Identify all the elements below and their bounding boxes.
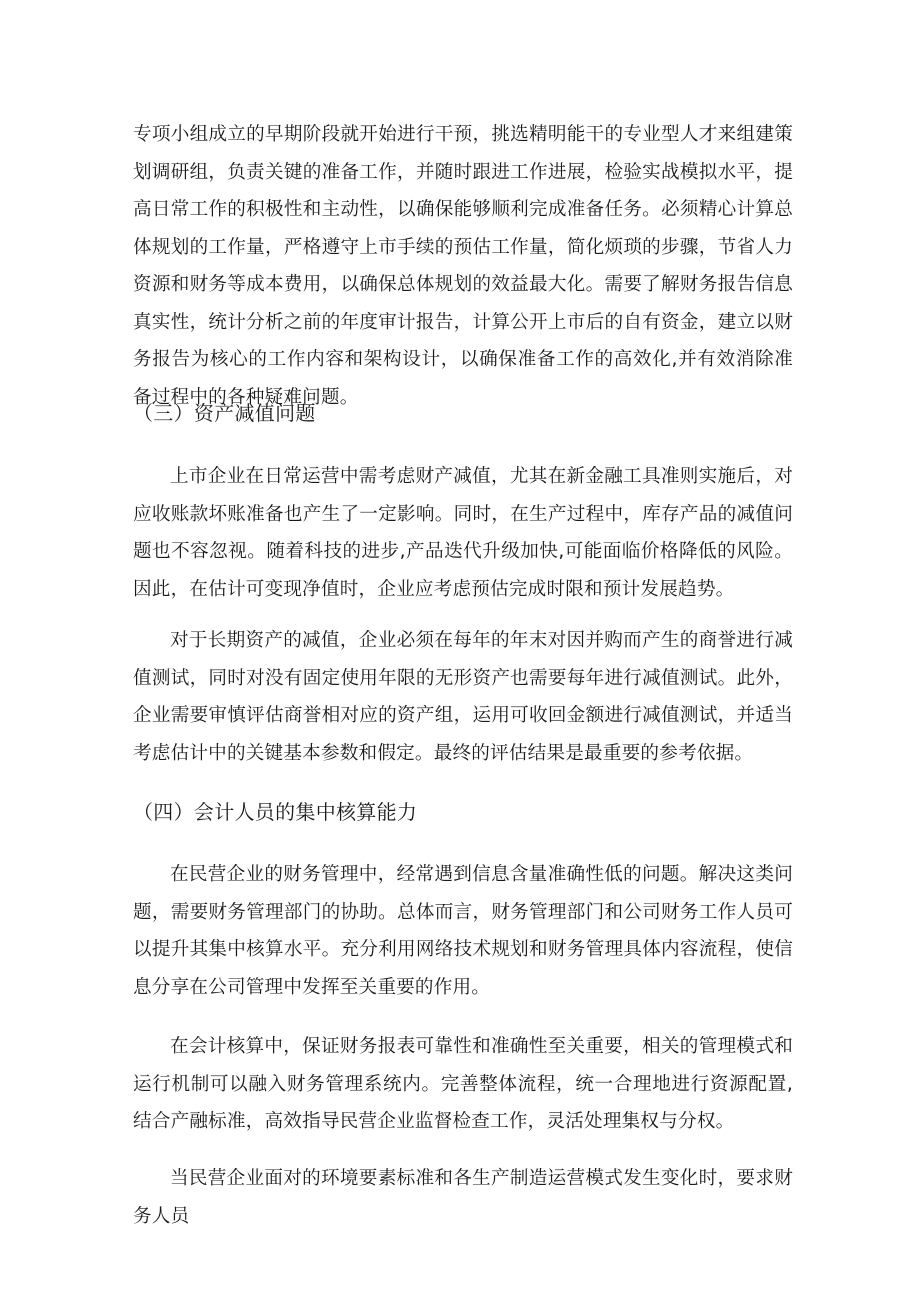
paragraph-private-enterprise-management: 在民营企业的财务管理中，经常遇到信息含量准确性低的问题。解决这类问题，需要财务管理部门的协助。总体而言，财务管理部门和公司财务工作人员可以提升其集中核算水平。充分利用网络技术规划和财务管理具体内容流程，使信息分享在公司管理中发挥至关重要的作用。 [133, 864, 793, 998]
paragraph-long-term-assets: 对于长期资产的减值，企业必须在每年的年末对因并购而产生的商誉进行减值测试，同时对没有固定使用年限的无形资产也需要每年进行减值测试。此外，企业需要审慎评估商誉相对应的资产组，运用可收回金额进行减值测试，并适当考虑估计中的关键基本参数和假定。最终的评估结果是最重要的参考依据。 [133, 630, 793, 764]
paragraph-intro: 专项小组成立的早期阶段就开始进行干预，挑选精明能干的专业型人才来组建策划调研组，负责关键的准备工作，并随时跟进工作进展，检验实战模拟水平，提高日常工作的积极性和主动性，以确保能够顺利完成准备任务。必须精心计算总体规划的工作量，严格遵守上市手续的预估工作量，简化烦琐的步骤，节省人力资源和财务等成本费用，以确保总体规划的效益最大化。需要了解财务报告信息真实性，统计分析之前的年度审计报告，计算公开上市后的自有资金，建立以财务报告为核心的工作内容和架构设计，以确保准备工作的高效化,并有效消除准备过程中的各种疑难问题。 [133, 124, 793, 408]
paragraph-impairment-operations: 上市企业在日常运营中需考虑财产减值，尤其在新金融工具准则实施后，对应收账款坏账准备也产生了一定影响。同时，在生产过程中，库存产品的减值问题也不容忽视。随着科技的进步,产品迭代升级加快,可能面临价格降低的风险。因此，在估计可变现净值时，企业应考虑预估完成时限和预计发展趋势。 [133, 466, 793, 600]
paragraph-environment-change: 当民营企业面对的环境要素标准和各生产制造运营模式发生变化时，要求财务人员 [133, 1168, 793, 1227]
section-heading-asset-impairment: （三）资产减值问题 [133, 401, 316, 425]
paragraph-accounting-reliability: 在会计核算中，保证财务报表可靠性和准确性至关重要，相关的管理模式和运行机制可以融入财务管理系统内。完善整体流程，统一合理地进行资源配置,结合产融标准，高效指导民营企业监督检查工作，灵活处理集权与分权。 [133, 1036, 793, 1132]
section-heading-accounting-capability: （四）会计人员的集中核算能力 [133, 800, 418, 824]
